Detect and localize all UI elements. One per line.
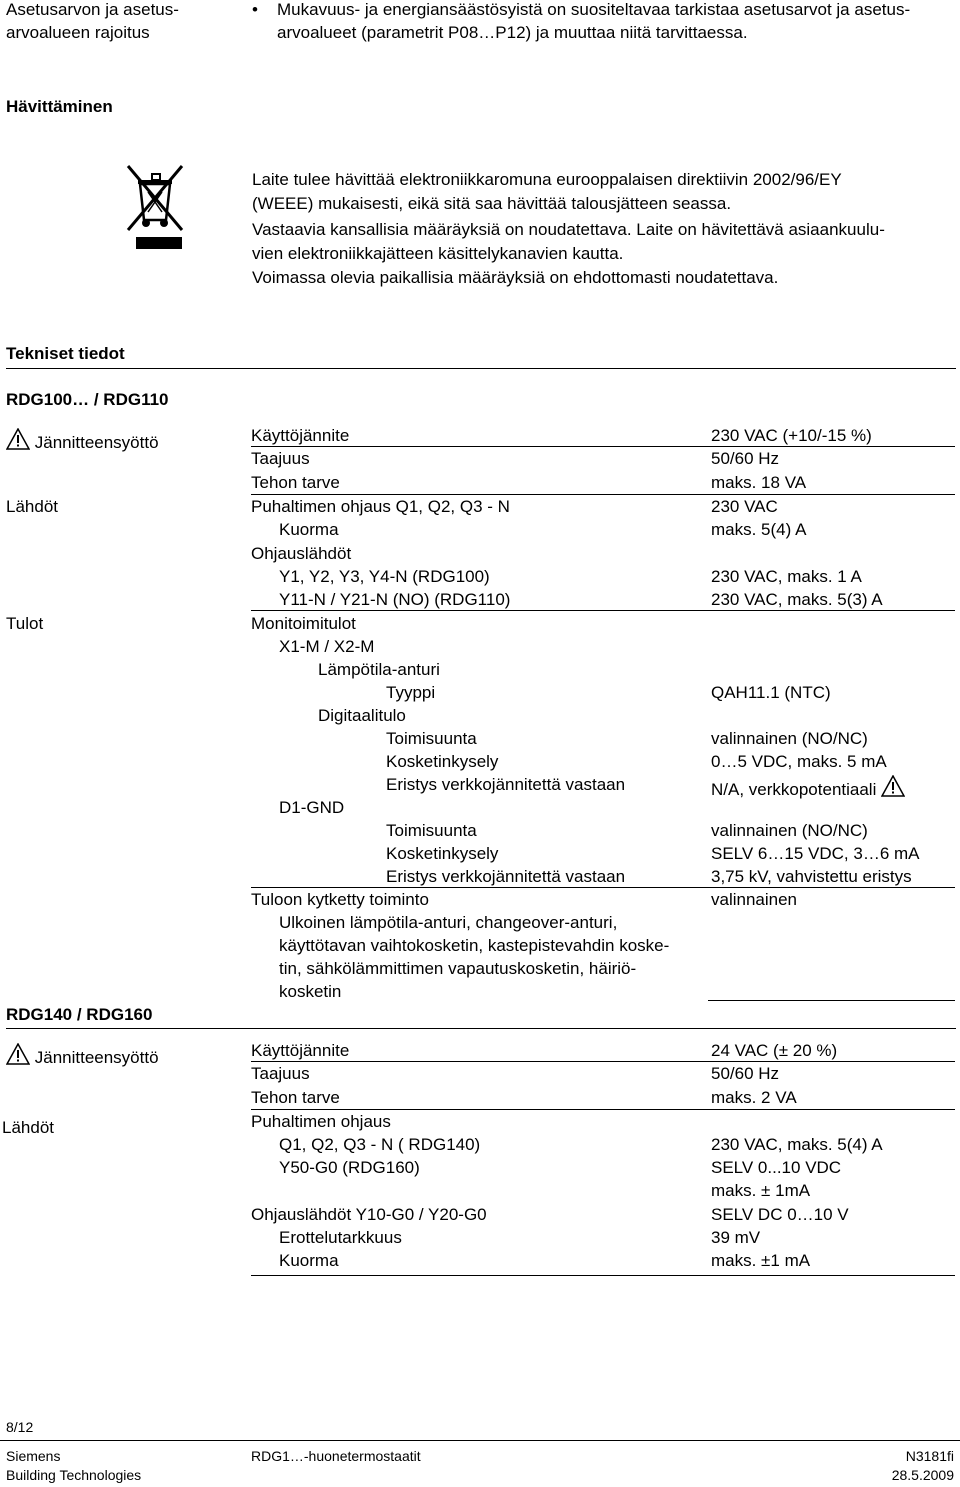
side-label-outputs: Lähdöt — [2, 1118, 54, 1137]
footer-division: Building Technologies — [6, 1467, 142, 1483]
crossed-out-wheelie-bin-icon — [124, 162, 188, 254]
spec-label: Ohjauslähdöt — [251, 544, 352, 563]
function-list-line: käyttötavan vaihtokosketin, kastepistevahdin koske- — [279, 936, 670, 955]
spec-value: 230 VAC — [711, 497, 778, 516]
warning-triangle-icon — [6, 1043, 30, 1065]
spec-value: QAH11.1 (NTC) — [711, 683, 831, 702]
side-label-inputs: Tulot — [6, 614, 44, 633]
side-label-power — [6, 428, 159, 453]
spec-label: Y1, Y2, Y3, Y4-N (RDG100) — [279, 567, 490, 586]
spec-value: valinnainen (NO/NC) — [711, 729, 868, 748]
spec-value: 39 mV — [711, 1228, 761, 1247]
disposal-text-line: Laite tulee hävittää elektroniikkaromuna eurooppalaisen direktiivin 2002/96/EY — [252, 170, 842, 189]
spec-label: Taajuus — [251, 449, 310, 468]
spec-value: 3,75 kV, vahvistettu eristys — [711, 867, 912, 886]
section-side-label-line1: Asetusarvon ja asetus- — [6, 0, 179, 19]
side-label-power-text: Jännitteensyöttö — [34, 433, 159, 452]
spec-label: Y11-N / Y21-N (NO) (RDG110) — [279, 590, 511, 609]
page-number: 8/12 — [6, 1419, 34, 1435]
spec-label: Tehon tarve — [251, 1088, 340, 1107]
row-rule — [251, 887, 955, 888]
spec-value: N/A, verkkopotentiaali — [711, 780, 877, 799]
warning-triangle-icon — [881, 775, 905, 797]
spec-label: Kosketinkysely — [386, 752, 499, 771]
spec-value: 50/60 Hz — [711, 449, 780, 468]
spec-value: maks. ±1 mA — [711, 1251, 811, 1270]
spec-value: maks. 2 VA — [711, 1088, 797, 1107]
spec-label: Q1, Q2, Q3 - N ( RDG140) — [279, 1135, 481, 1154]
spec-value: 24 VAC (± 20 %) — [711, 1041, 838, 1060]
footer-doc-id: N3181fi — [905, 1448, 954, 1464]
function-list-line: Ulkoinen lämpötila-anturi, changeover-anturi, — [279, 913, 618, 932]
spec-label: Tehon tarve — [251, 473, 340, 492]
spec-value: maks. ± 1mA — [711, 1181, 811, 1200]
warning-triangle-icon — [6, 428, 30, 450]
row-rule — [708, 1000, 955, 1001]
spec-label: Eristys verkkojännitettä vastaan — [386, 867, 626, 886]
disposal-text-line: Vastaavia kansallisia määräyksiä on noudatettava. Laite on hävitettävä asiaankuulu- — [252, 220, 885, 239]
spec-value: 230 VAC, maks. 5(3) A — [711, 590, 883, 609]
disposal-heading: Hävittäminen — [6, 97, 113, 116]
spec-label: Eristys verkkojännitettä vastaan — [386, 775, 626, 794]
spec-label: X1-M / X2-M — [279, 637, 375, 656]
spec-value: 0…5 VDC, maks. 5 mA — [711, 752, 887, 771]
row-rule — [251, 494, 955, 495]
footer-doc-title: RDG1…-huonetermostaatit — [251, 1448, 421, 1464]
function-list-line: tin, sähkölämmittimen vapautuskosketin, häiriö- — [279, 959, 637, 978]
spec-label: Toimisuunta — [386, 729, 477, 748]
section-side-label-line2: arvoalueen rajoitus — [6, 23, 150, 42]
rdg100-heading: RDG100… / RDG110 — [6, 390, 169, 409]
spec-label: Erottelutarkkuus — [279, 1228, 402, 1247]
side-label-outputs: Lähdöt — [6, 497, 58, 516]
spec-value: valinnainen (NO/NC) — [711, 821, 868, 840]
spec-value: SELV DC 0…10 V — [711, 1205, 849, 1224]
spec-label: Tuloon kytketty toiminto — [251, 890, 429, 909]
spec-label: Ohjauslähdöt Y10-G0 / Y20-G0 — [251, 1205, 487, 1224]
section-divider — [6, 368, 956, 369]
spec-label: Käyttöjännite — [251, 1041, 350, 1060]
spec-label: Toimisuunta — [386, 821, 477, 840]
spec-value: maks. 5(4) A — [711, 520, 807, 539]
spec-label: Digitaalitulo — [318, 706, 406, 725]
bullet-text-line1: Mukavuus- ja energiansäästösyistä on suositeltavaa tarkistaa asetusarvot ja asetus- — [277, 0, 911, 19]
footer-company: Siemens — [6, 1448, 61, 1464]
section-divider — [6, 1028, 956, 1029]
spec-label: Kuorma — [279, 520, 339, 539]
row-rule — [251, 1275, 955, 1276]
spec-label: Kuorma — [279, 1251, 339, 1270]
bullet-icon: • — [252, 0, 258, 19]
spec-label: Tyyppi — [386, 683, 436, 702]
spec-value: SELV 6…15 VDC, 3…6 mA — [711, 844, 920, 863]
function-list-line: kosketin — [279, 982, 342, 1001]
spec-value-warning — [711, 775, 905, 800]
disposal-text-line: Voimassa olevia paikallisia määräyksiä on ehdottomasti noudatettava. — [252, 268, 779, 287]
spec-label: Puhaltimen ohjaus Q1, Q2, Q3 - N — [251, 497, 510, 516]
spec-label: Y50-G0 (RDG160) — [279, 1158, 420, 1177]
footer-date: 28.5.2009 — [891, 1467, 954, 1483]
spec-value: 230 VAC (+10/-15 %) — [711, 426, 872, 445]
spec-label: Monitoimitulot — [251, 614, 356, 633]
disposal-text-line: (WEEE) mukaisesti, eikä sitä saa hävittää talousjätteen seassa. — [252, 194, 732, 213]
spec-label: Puhaltimen ohjaus — [251, 1112, 391, 1131]
tech-heading: Tekniset tiedot — [6, 344, 125, 363]
side-label-power-text: Jännitteensyöttö — [34, 1048, 159, 1067]
bullet-text-line2: arvoalueet (parametrit P08…P12) ja muuttaa niitä tarvittaessa. — [277, 23, 748, 42]
spec-value: 230 VAC, maks. 5(4) A — [711, 1135, 883, 1154]
spec-value: 230 VAC, maks. 1 A — [711, 567, 862, 586]
row-rule — [251, 1061, 955, 1062]
spec-label: Käyttöjännite — [251, 426, 350, 445]
row-rule — [251, 1109, 955, 1110]
row-rule — [251, 610, 955, 611]
spec-label: D1-GND — [279, 798, 345, 817]
spec-value: 50/60 Hz — [711, 1064, 780, 1083]
spec-value: valinnainen — [711, 890, 798, 909]
side-label-power — [6, 1043, 159, 1068]
spec-label: Kosketinkysely — [386, 844, 499, 863]
row-rule — [251, 446, 955, 447]
rdg140-heading: RDG140 / RDG160 — [6, 1005, 153, 1024]
spec-label: Lämpötila-anturi — [318, 660, 440, 679]
disposal-text-line: vien elektroniikkajätteen käsittelykanavien kautta. — [252, 244, 624, 263]
spec-value: maks. 18 VA — [711, 473, 807, 492]
spec-label: Taajuus — [251, 1064, 310, 1083]
spec-value: SELV 0...10 VDC — [711, 1158, 842, 1177]
footer-divider — [0, 1440, 960, 1441]
